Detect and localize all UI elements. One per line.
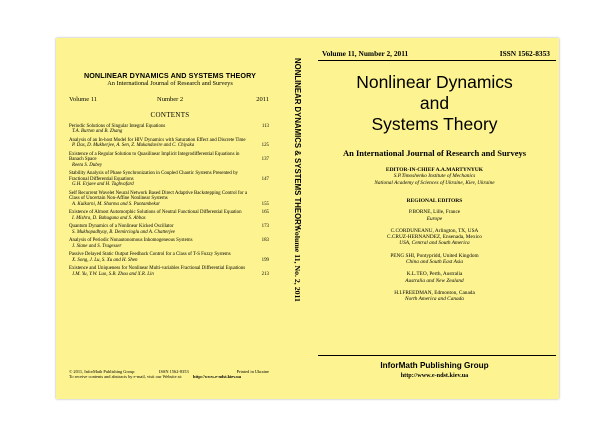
back-volume: Volume 11 (69, 96, 97, 103)
regional-editor-name: C.CORDUNEANU, Arlington, TX, USA (390, 227, 479, 234)
toc-entry-authors: G.H. Erjaee and H. Taghvafard (72, 182, 134, 188)
front-journal-title (310, 72, 559, 135)
toc-entry (69, 171, 269, 187)
toc-entry-title: Existence of Almost Automorphic Solutions of Neutral Functional Differential Equation (69, 210, 242, 216)
toc-entry (69, 210, 269, 221)
toc-entry-title: Quantum Dynamics of a Nonlinear Kicked Oscillator (69, 224, 174, 230)
toc-entry-authors: Reeta S. Dubey (72, 162, 103, 168)
regional-editor-name: PENG SHI, Pontypridd, United Kingdom (390, 252, 479, 259)
editor-in-chief-block (310, 167, 559, 186)
subscribe-text: To receive contents and abstracts by e-mail, visit our Website at: (69, 374, 183, 380)
toc-entry-page: 125 (261, 143, 269, 149)
regional-heading: REGIONAL EDITORS (406, 198, 463, 204)
toc-entry (69, 266, 269, 277)
back-website-link[interactable]: http://www.e-ndst.kiev.ua (193, 374, 241, 380)
back-number: Number 2 (157, 96, 184, 103)
journal-cover (56, 38, 559, 399)
toc-entry-authors: T.A. Burton and B. Zhang (72, 129, 123, 135)
toc-entry-title: Self Recurrent Wavelet Neural Network Based Direct Adaptive Backstepping Control for a Class of Uncertain Non-Affine Nonlinear Systems (69, 190, 248, 202)
toc-entry (69, 138, 269, 149)
toc-entry (69, 238, 269, 249)
top-rule (318, 60, 556, 61)
toc-entry (69, 252, 269, 263)
toc-entry (69, 152, 269, 168)
toc-entry-title: Passive Delayed Static Output Feedback Control for a Class of T-S Fuzzy Systems (69, 252, 231, 258)
copyright-text: © 2011, InforMath Publishing Group (69, 369, 135, 374)
toc-entry-title: Periodic Solutions of Singular Integral Equations (69, 124, 166, 129)
toc-entry-authors: I. Mishra, D. Bahuguna and S. Abbas (72, 215, 146, 221)
regional-editor-name: P.BORNE, Lille, France (408, 209, 461, 216)
toc-entry-authors: X. Song, J. Lu, S. Xu and H. Shen (72, 257, 138, 263)
editor-affiliation-2: National Academy of Sciences of Ukraine, Kiev, Ukraine (374, 179, 495, 186)
toc-entry-authors: S. Mukhopadhyay, B. Demircioglu and A. Chatterjee (72, 229, 175, 235)
toc-entry-page: 147 (261, 176, 269, 182)
regional-editor-region: Europe (426, 215, 443, 222)
back-year: 2011 (256, 96, 269, 103)
regional-editor-name: H.I.FREEDMAN, Edmonton, Canada (394, 289, 475, 296)
spine-volume: Volume 11, No. 2, 2011 (293, 227, 302, 302)
front-journal-subtitle: An International Journal of Research and Surveys (342, 148, 527, 158)
toc-entry-page: 183 (261, 238, 269, 244)
table-of-contents (69, 124, 269, 280)
toc-entry-authors: J.M. Yu, Y.W. Luo, S.B. Zhou and X.R. Lin (72, 271, 154, 277)
title-line-2: and (419, 93, 450, 113)
front-website-link[interactable]: http://www.e-ndst.kiev.ua (400, 372, 469, 379)
editor-affiliation-1: S.P.Timoshenko Institute of Mechanics (393, 173, 476, 180)
toc-entry (69, 124, 269, 135)
toc-entry-page: 199 (261, 257, 269, 263)
toc-entry-page: 165 (261, 210, 269, 216)
toc-entry-page: 155 (261, 201, 269, 207)
toc-entry-title: Stability Analysis of Phase Synchronization in Coupled Chaotic Systems Presented by Fractional Differential Equations (69, 171, 238, 182)
editor-heading: EDITOR-IN-CHIEF A.A.MARTYNYUK (385, 167, 484, 173)
back-issn: ISSN 1562-8353 (159, 369, 189, 374)
regional-editor-region: Australia and New Zealand (405, 277, 464, 284)
back-cover (56, 38, 284, 399)
front-issue: Volume 11, Number 2, 2011 (322, 49, 409, 58)
bottom-rule (318, 355, 556, 356)
front-issn: ISSN 1562-8353 (499, 49, 550, 58)
regional-editor-name: C.CRUZ-HERNANDEZ, Ensenada, Mexico (387, 234, 482, 241)
toc-entry-page: 173 (261, 224, 269, 230)
toc-entry-authors: P. Das, D. Mukherjee, A. Sen, Z. Mukandavire and C. Chiyaka (72, 143, 195, 149)
regional-editor-name: K.L.TEO, Perth, Australia (406, 271, 463, 278)
regional-editor-region: China and South East Asia (406, 259, 463, 266)
regional-editor-region: USA, Central and South America (399, 240, 470, 247)
toc-entry-title: Analysis of Periodic Nonautonomous Inhomogeneous Systems (69, 238, 193, 244)
toc-entry-title: Existence of a Regular Solution to Quasilinear Implicit Integrodifferential Equations in Banach Space (69, 152, 240, 163)
regional-editor-region: North America and Canada (405, 296, 464, 303)
toc-entry-authors: A. Kulkarni, M. Sharma and S. Puntambekar (72, 201, 161, 207)
toc-entry-authors: J. Slane and S. Tragesser (72, 243, 122, 249)
toc-entry (69, 191, 269, 207)
toc-entry-page: 113 (261, 124, 269, 129)
toc-entry-title: Analysis of an In-host Model for HIV Dynamics with Saturation Effect and Discrete Time (69, 138, 246, 143)
contents-heading: CONTENTS (150, 111, 190, 119)
title-line-3: Systems Theory (371, 114, 498, 134)
back-journal-subtitle: An International Journal of Research and Surveys (107, 80, 233, 87)
publisher-name: InforMath Publishing Group (380, 361, 489, 370)
front-cover (310, 38, 559, 399)
printed-in: Printed in Ukraine (236, 369, 269, 374)
spine (284, 38, 310, 399)
regional-editors-block (310, 198, 559, 303)
back-journal-title: NONLINEAR DYNAMICS AND SYSTEMS THEORY (83, 71, 257, 80)
toc-entry-title: Existence and Uniqueness for Nonlinear Multi-variables Fractional Differential Equations (69, 266, 246, 272)
toc-entry-page: 137 (261, 157, 269, 163)
spine-title: NONLINEAR DYNAMICS & SYSTEMS THEORY (293, 58, 302, 230)
toc-entry-page: 213 (261, 271, 269, 277)
title-line-1: Nonlinear Dynamics (356, 72, 513, 92)
toc-entry (69, 224, 269, 235)
back-footer (69, 369, 269, 379)
